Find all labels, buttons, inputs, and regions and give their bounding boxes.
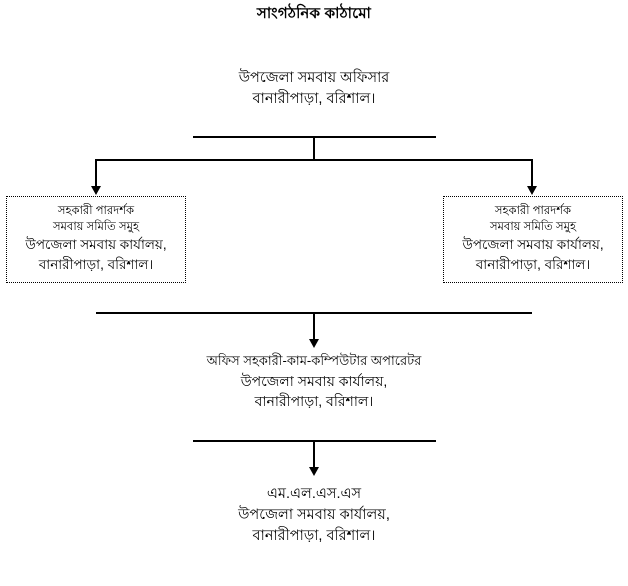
node-line: সমবায় সমিতি সমুহ (489, 221, 577, 234)
node-line: বানারীপাড়া, বরিশাল। (252, 528, 376, 545)
node-upazila-cooperative-officer (174, 68, 454, 110)
node-line: বানারীপাড়া, বরিশাল। (38, 256, 154, 272)
node-line: বানারীপাড়া, বরিশাল। (475, 256, 591, 272)
connector-vertical-right-branch (531, 159, 533, 187)
connector-vertical-to-office-assistant (313, 312, 315, 340)
node-line: এম.এল.এস.এস (266, 486, 362, 502)
node-mlss (174, 484, 454, 547)
node-line: উপজেলা সমবায় কার্যালয়, (238, 507, 390, 524)
node-office-assistant-computer-operator (144, 352, 484, 411)
node-line: উপজেলা সমবায় কার্যালয়, (25, 237, 167, 253)
node-line: বানারীপাড়া, বরিশাল। (252, 91, 376, 108)
connector-vertical-officer (313, 136, 315, 160)
arrow-right-branch-icon (527, 186, 537, 195)
arrow-left-branch-icon (91, 186, 101, 195)
arrow-mlss-icon (309, 467, 319, 476)
connector-vertical-to-mlss (313, 440, 315, 468)
node-assistant-inspector-left (6, 196, 186, 283)
node-line: সহকারী পারদর্শক (494, 205, 572, 217)
node-line: সহকারী পারদর্শক (57, 205, 135, 217)
node-line: উপজেলা সমবায় অফিসার (238, 70, 390, 86)
node-line: সমবায় সমিতি সমুহ (52, 221, 140, 234)
node-line: বানারীপাড়া, বরিশাল। (254, 393, 374, 410)
connector-horizontal-split (95, 159, 533, 161)
node-line: উপজেলা সমবায় কার্যালয়, (462, 237, 604, 253)
node-line: অফিস সহকারী-কাম-কম্পিউটার অপারেটর (206, 353, 422, 368)
node-assistant-inspector-right (443, 196, 623, 283)
arrow-office-assistant-icon (309, 339, 319, 348)
connector-vertical-left-branch (95, 159, 97, 187)
page-title: সাংগঠনিক কাঠামো (256, 5, 372, 22)
node-line: উপজেলা সমবায় কার্যালয়, (240, 372, 388, 389)
